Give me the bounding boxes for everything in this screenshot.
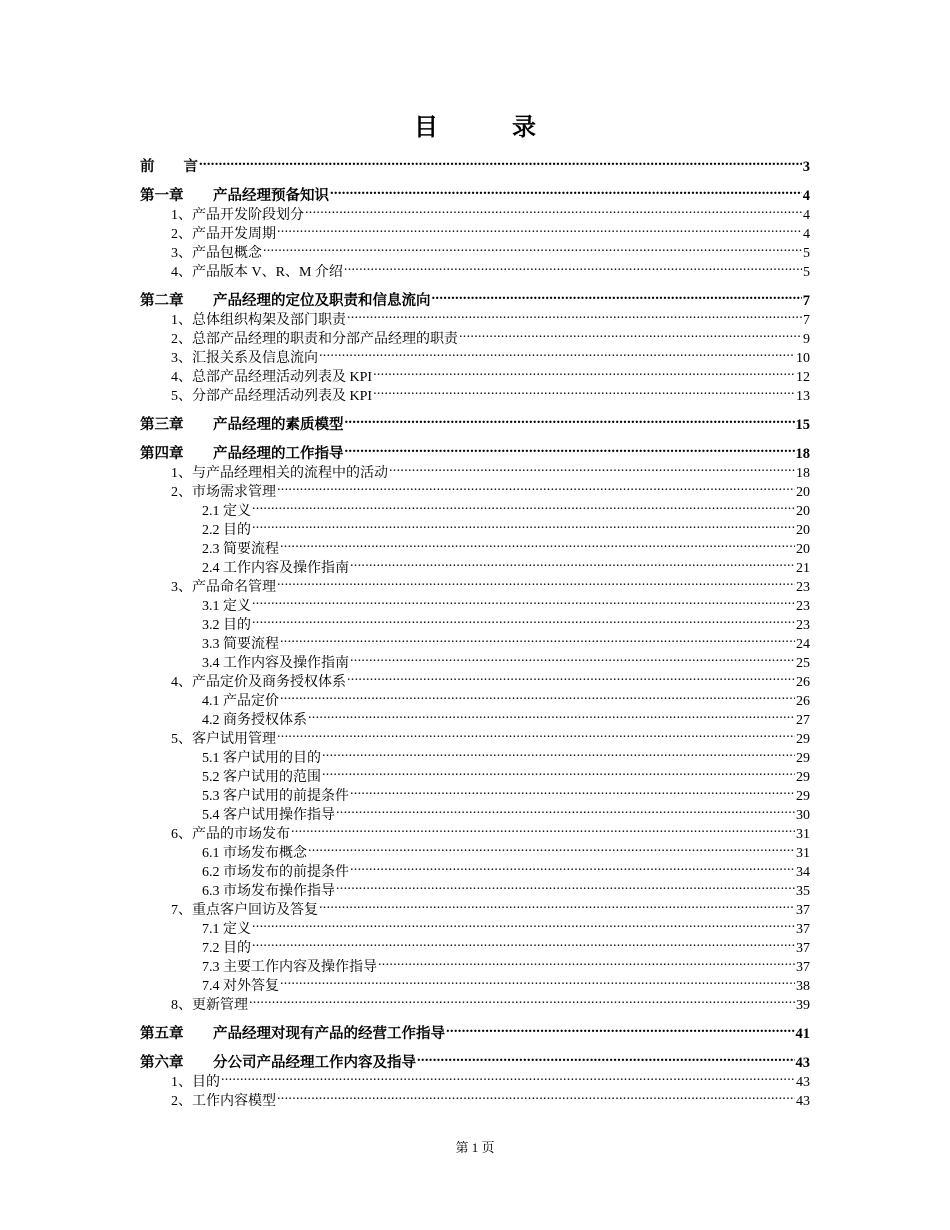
toc-page-number: 37 <box>796 941 810 956</box>
toc-page-number: 18 <box>795 446 810 462</box>
toc-entry-chapter[interactable] <box>140 439 810 462</box>
dot-leader <box>291 819 795 838</box>
toc-entry-label: 3、产品包概念 <box>171 246 262 261</box>
toc-entry-label: 8、更新管理 <box>171 998 248 1013</box>
toc-entry-label: 4、产品定价及商务授权体系 <box>171 675 346 690</box>
toc-page-number: 27 <box>796 713 810 728</box>
toc-entry-label <box>140 1025 445 1044</box>
dot-leader <box>252 515 795 534</box>
page-footer: 第 1 页 <box>455 1140 495 1155</box>
dot-leader <box>280 629 795 648</box>
dot-leader <box>389 458 795 477</box>
dot-leader <box>459 324 802 343</box>
toc-entry-label: 5、客户试用管理 <box>171 732 276 747</box>
toc-page-number: 7 <box>803 313 810 328</box>
chapter-title: 分公司产品经理工作内容及指导 <box>213 1055 416 1071</box>
dot-leader <box>252 591 795 610</box>
dot-leader <box>336 800 795 819</box>
dot-leader <box>305 200 802 219</box>
toc-page-number: 5 <box>803 246 810 261</box>
toc-page-number: 20 <box>796 542 810 557</box>
toc-page-number: 4 <box>803 208 810 223</box>
toc-page-number: 38 <box>796 979 810 994</box>
toc-entry-label: 2、工作内容模型 <box>171 1094 276 1109</box>
dot-leader <box>347 667 795 686</box>
toc-entry-label: 3、产品命名管理 <box>171 580 276 595</box>
toc-entry-label: 3.2 目的 <box>202 618 251 633</box>
toc-entry-section[interactable] <box>140 1067 810 1090</box>
toc-entry-label: 3、汇报关系及信息流向 <box>171 351 318 366</box>
chapter-title: 产品经理预备知识 <box>213 188 329 204</box>
chapter-title: 产品经理的定位及职责和信息流向 <box>213 293 431 309</box>
toc-entry-label <box>140 416 344 435</box>
dot-leader <box>330 181 802 200</box>
dot-leader <box>373 362 795 381</box>
chapter-number: 第六章 <box>140 1055 184 1071</box>
toc-page-number: 26 <box>796 675 810 690</box>
toc-entry-label: 3.3 简要流程 <box>202 637 279 652</box>
toc-page-number: 43 <box>796 1094 810 1109</box>
toc-entry-label: 5.4 客户试用操作指导 <box>202 808 335 823</box>
dot-leader <box>277 724 795 743</box>
dot-leader <box>319 343 795 362</box>
dot-leader <box>446 1019 795 1038</box>
dot-leader <box>319 895 795 914</box>
dot-leader <box>221 1067 795 1086</box>
toc-page-number: 9 <box>803 332 810 347</box>
dot-leader <box>322 743 795 762</box>
dot-leader <box>280 971 795 990</box>
chapter-number: 第一章 <box>140 188 184 204</box>
toc-page-number: 29 <box>796 732 810 747</box>
toc-entry-label: 7.3 主要工作内容及操作指导 <box>202 960 377 975</box>
dot-leader <box>347 305 802 324</box>
toc-page-number: 37 <box>796 903 810 918</box>
toc-page-number: 34 <box>796 865 810 880</box>
toc-title: 目 录 <box>414 115 570 141</box>
toc-page-number: 23 <box>796 580 810 595</box>
dot-leader <box>378 952 795 971</box>
dot-leader <box>252 933 795 952</box>
toc-page-number: 31 <box>796 827 810 842</box>
toc-entry-label: 3.4 工作内容及操作指南 <box>202 656 349 671</box>
dot-leader <box>350 781 795 800</box>
toc-entry-label: 7.1 定义 <box>202 922 251 937</box>
toc-entry-label: 1、产品开发阶段划分 <box>171 208 304 223</box>
toc-page-number: 24 <box>796 637 810 652</box>
dot-leader <box>336 876 795 895</box>
toc-page-number: 29 <box>796 789 810 804</box>
toc-entry-label: 2、市场需求管理 <box>171 485 276 500</box>
toc-page-number: 23 <box>796 618 810 633</box>
toc-entry-label: 1、总体组织构架及部门职责 <box>171 313 346 328</box>
toc-page-number: 10 <box>796 351 810 366</box>
toc-page-number: 18 <box>796 466 810 481</box>
toc-entry-label: 2.4 工作内容及操作指南 <box>202 561 349 576</box>
toc-entry-label: 7.4 对外答复 <box>202 979 279 994</box>
toc-entry-label: 2、总部产品经理的职责和分部产品经理的职责 <box>171 332 458 347</box>
toc-page-number: 20 <box>796 485 810 500</box>
toc-entry-section[interactable] <box>140 1086 810 1109</box>
dot-leader <box>373 381 795 400</box>
toc-page-number: 4 <box>803 227 810 242</box>
dot-leader <box>249 990 795 1009</box>
toc-entry-label: 2.3 简要流程 <box>202 542 279 557</box>
toc-entry-label: 6、产品的市场发布 <box>171 827 290 842</box>
table-of-contents <box>140 152 810 1109</box>
toc-entry-label: 2.2 目的 <box>202 523 251 538</box>
dot-leader <box>252 496 795 515</box>
dot-leader <box>417 1048 795 1067</box>
toc-page-number: 12 <box>796 370 810 385</box>
dot-leader <box>308 705 795 724</box>
toc-entry-label: 1、目的 <box>171 1075 220 1090</box>
dot-leader <box>350 857 795 876</box>
toc-page-number: 37 <box>796 960 810 975</box>
toc-page-number: 20 <box>796 523 810 538</box>
toc-entry-label: 6.1 市场发布概念 <box>202 846 307 861</box>
toc-entry-label <box>140 445 344 464</box>
toc-entry-label <box>140 187 329 206</box>
dot-leader <box>199 152 802 171</box>
chapter-number: 第二章 <box>140 293 184 309</box>
dot-leader <box>277 1086 795 1105</box>
chapter-title: 产品经理对现有产品的经营工作指导 <box>213 1026 445 1042</box>
toc-page-number: 29 <box>796 751 810 766</box>
chapter-number: 第三章 <box>140 417 184 433</box>
chapter-title: 产品经理的工作指导 <box>213 446 344 462</box>
dot-leader <box>432 286 802 305</box>
toc-page-number: 21 <box>796 561 810 576</box>
dot-leader <box>345 439 795 458</box>
toc-entry-label: 5.3 客户试用的前提条件 <box>202 789 349 804</box>
toc-entry-chapter[interactable] <box>140 1048 810 1071</box>
dot-leader <box>252 914 795 933</box>
toc-entry-preface[interactable] <box>140 152 810 175</box>
toc-page-number: 30 <box>796 808 810 823</box>
toc-entry-label: 2、产品开发周期 <box>171 227 276 242</box>
dot-leader <box>277 572 795 591</box>
toc-page-number: 31 <box>796 846 810 861</box>
toc-entry-label: 6.2 市场发布的前提条件 <box>202 865 349 880</box>
toc-page-number: 41 <box>795 1026 810 1042</box>
dot-leader <box>263 238 802 257</box>
toc-entry-label: 前 言 <box>140 159 198 175</box>
toc-entry-label: 1、与产品经理相关的流程中的活动 <box>171 466 388 481</box>
chapter-title: 产品经理的素质模型 <box>213 417 344 433</box>
toc-page-number: 43 <box>796 1075 810 1090</box>
toc-entry-label: 4、总部产品经理活动列表及 KPI <box>171 370 373 385</box>
toc-page-number: 23 <box>796 599 810 614</box>
toc-entry-chapter[interactable] <box>140 286 810 309</box>
toc-page-number: 15 <box>795 417 810 433</box>
toc-entry-chapter[interactable] <box>140 410 810 433</box>
toc-page-number: 37 <box>796 922 810 937</box>
toc-page-number: 26 <box>796 694 810 709</box>
toc-page-number: 29 <box>796 770 810 785</box>
dot-leader <box>252 610 795 629</box>
toc-entry-label: 5.2 客户试用的范围 <box>202 770 321 785</box>
dot-leader <box>345 410 795 429</box>
toc-page-number: 3 <box>802 159 810 175</box>
toc-entry-label: 3.1 定义 <box>202 599 251 614</box>
chapter-number: 第五章 <box>140 1026 184 1042</box>
chapter-number: 第四章 <box>140 446 184 462</box>
toc-entry-label: 5.1 客户试用的目的 <box>202 751 321 766</box>
toc-entry-label: 6.3 市场发布操作指导 <box>202 884 335 899</box>
toc-page-number: 7 <box>802 293 810 309</box>
toc-entry-label: 4、产品版本 V、R、M 介绍 <box>171 265 343 280</box>
toc-page-number: 20 <box>796 504 810 519</box>
toc-entry-label: 5、分部产品经理活动列表及 KPI <box>171 389 373 404</box>
toc-page-number: 13 <box>796 389 810 404</box>
dot-leader <box>277 219 802 238</box>
toc-entry-label: 7、重点客户回访及答复 <box>171 903 318 918</box>
toc-entry-label: 4.1 产品定价 <box>202 694 279 709</box>
dot-leader <box>350 648 795 667</box>
dot-leader <box>280 686 795 705</box>
toc-entry-chapter[interactable] <box>140 181 810 204</box>
toc-entry-chapter[interactable] <box>140 1019 810 1042</box>
toc-entry-label: 2.1 定义 <box>202 504 251 519</box>
toc-page-number: 39 <box>796 998 810 1013</box>
toc-page-number: 4 <box>802 188 810 204</box>
dot-leader <box>344 257 802 276</box>
toc-page-number: 43 <box>795 1055 810 1071</box>
toc-page-number: 5 <box>803 265 810 280</box>
toc-entry-label: 7.2 目的 <box>202 941 251 956</box>
dot-leader <box>277 477 795 496</box>
dot-leader <box>350 553 795 572</box>
toc-entry-label: 4.2 商务授权体系 <box>202 713 307 728</box>
dot-leader <box>308 838 795 857</box>
dot-leader <box>280 534 795 553</box>
toc-page-number: 35 <box>796 884 810 899</box>
dot-leader <box>322 762 795 781</box>
toc-page-number: 25 <box>796 656 810 671</box>
